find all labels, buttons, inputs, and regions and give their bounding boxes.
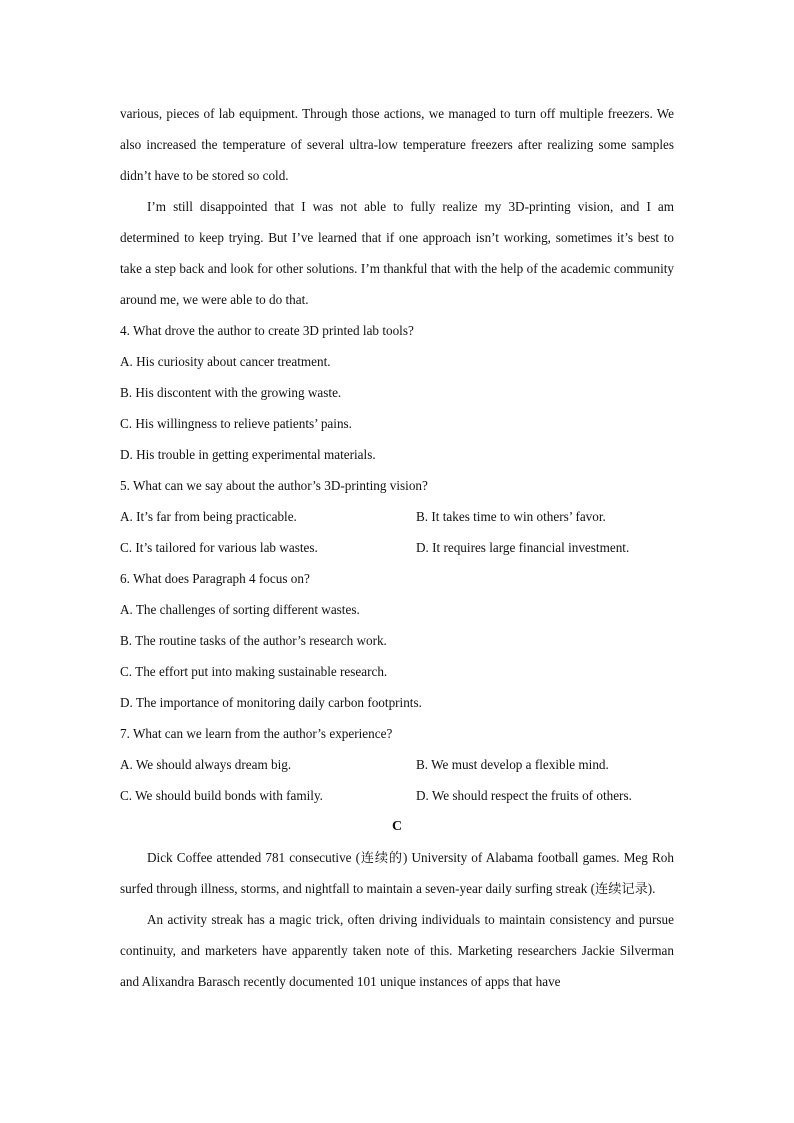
question-stem: 4. What drove the author to create 3D printed lab tools? xyxy=(120,323,414,338)
option-b: B. It takes time to win others’ favor. xyxy=(416,509,606,524)
option-c: C. We should build bonds with family. xyxy=(120,788,323,803)
option-row xyxy=(120,532,674,563)
option-b: B. The routine tasks of the author’s research work. xyxy=(120,633,387,648)
option-c: C. It’s tailored for various lab wastes. xyxy=(120,540,318,555)
question-stem: 6. What does Paragraph 4 focus on? xyxy=(120,571,310,586)
option-d: D. The importance of monitoring daily carbon footprints. xyxy=(120,695,422,710)
passage-b-paragraph: I’m still disappointed that I was not able to fully realize my 3D-printing vision, and I am determined to keep trying. But I’ve learned that if one approach isn’t working, sometimes it’s best to take a step back and look for other solutions. I’m thankful that with the help of the academic community around me, we were able to do that. xyxy=(120,199,674,307)
option-row xyxy=(120,501,674,532)
option-d: D. We should respect the fruits of others. xyxy=(416,788,632,803)
question-stem: 5. What can we say about the author’s 3D-printing vision? xyxy=(120,478,428,493)
option-row xyxy=(120,749,674,780)
option-d: D. His trouble in getting experimental materials. xyxy=(120,447,376,462)
option-b: B. We must develop a flexible mind. xyxy=(416,757,609,772)
option-a: A. We should always dream big. xyxy=(120,757,292,772)
option-a: A. His curiosity about cancer treatment. xyxy=(120,354,331,369)
option-d: D. It requires large financial investment. xyxy=(416,540,630,555)
question-7 xyxy=(120,718,674,811)
option-a: A. The challenges of sorting different wastes. xyxy=(120,602,360,617)
question-4 xyxy=(120,315,674,470)
option-c: C. The effort put into making sustainable research. xyxy=(120,664,388,679)
question-5 xyxy=(120,470,674,563)
passage-c-paragraph: Dick Coffee attended 781 consecutive (连续的) University of Alabama football games. Meg Roh surfed through illness, storms, and nightfall to maintain a seven-year daily surfing streak (连续记录). xyxy=(120,850,674,896)
question-stem: 7. What can we learn from the author’s experience? xyxy=(120,726,393,741)
question-6 xyxy=(120,563,674,718)
passage-c-paragraph: An activity streak has a magic trick, often driving individuals to maintain consistency and pursue continuity, and marketers have apparently taken note of this. Marketing researchers Jackie Silverman and Alixandra Barasch recently documented 101 unique instances of apps that have xyxy=(120,912,674,989)
option-b: B. His discontent with the growing waste. xyxy=(120,385,342,400)
option-a: A. It’s far from being practicable. xyxy=(120,509,297,524)
page-content xyxy=(120,98,674,997)
section-heading: C xyxy=(391,819,403,834)
option-row xyxy=(120,780,674,811)
passage-b-paragraph: various, pieces of lab equipment. Through those actions, we managed to turn off multiple freezers. We also increased the temperature of several ultra-low temperature freezers after realizing some samples didn’t have to be stored so cold. xyxy=(120,106,674,183)
option-c: C. His willingness to relieve patients’ pains. xyxy=(120,416,352,431)
